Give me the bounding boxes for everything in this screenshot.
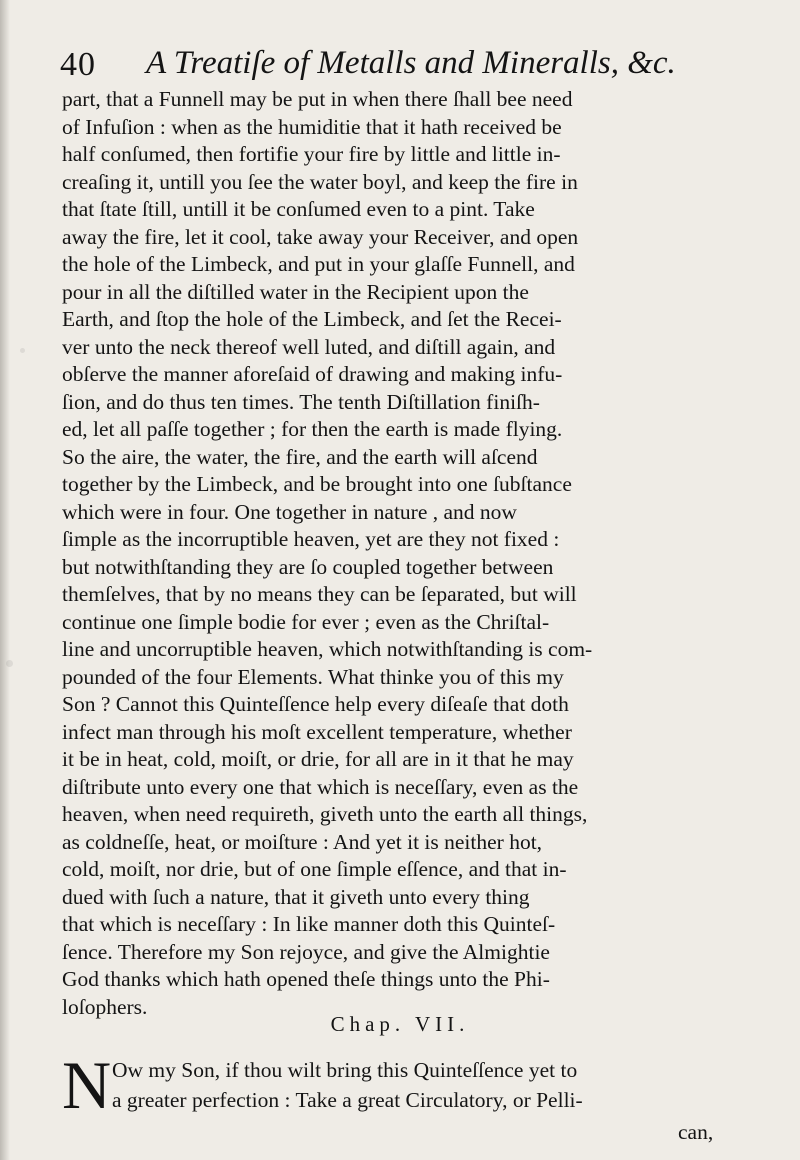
ink-speck [6,660,13,667]
text-line: Son ? Cannot this Quinteſſence help every diſeaſe that doth [62,692,569,716]
text-line: ſimple as the incorruptible heaven, yet are they not fixed : [62,527,560,551]
chapter-opening [62,1047,732,1123]
opening-line: Ow my Son, if thou wilt bring this Quinteſſence yet to [112,1058,578,1082]
text-line: away the fire, let it cool, take away your Receiver, and open [62,224,579,249]
text-line: line and uncorruptible heaven, which notwithſtanding is com- [62,637,593,661]
text-line: which were in four. One together in nature , and now [62,499,517,524]
text-line: Earth, and ſtop the hole of the Limbeck, and ſet the Recei- [62,307,562,331]
text-line: it be in heat, cold, moiſt, or drie, for all are in it that he may [62,747,574,771]
text-line: part, that a Funnell may be put in when there ſhall bee need [62,87,573,111]
text-line: pour in all the diſtilled water in the Recipient upon the [62,279,529,304]
text-line: of Infuſion : when as the humiditie that it hath received be [62,114,562,139]
text-line: ed, let all paſſe together ; for then the earth is made flying. [62,417,563,441]
text-line: infect man through his moſt excellent temperature, whether [62,719,572,744]
text-line: continue one ſimple bodie for ever ; even as the Chriſtal- [62,609,550,634]
text-line: dued with ſuch a nature, that it giveth unto every thing [62,884,530,909]
catchword: can, [678,1120,714,1144]
text-line: the hole of the Limbeck, and put in your glaſſe Funnell, and [62,252,575,276]
text-line: obſerve the manner aforeſaid of drawing and making infu- [62,362,563,386]
text-line: loſophers. [62,994,148,1019]
text-line: that ſtate ſtill, untill it be conſumed even to a pint. Take [62,197,535,221]
opening-line: a greater perfection : Take a great Circulatory, or Pelli- [112,1088,583,1112]
page-header [60,42,760,90]
text-line: pounded of the four Elements. What thinke you of this my [62,664,564,689]
page-number: 40 [60,46,96,83]
text-line: ver unto the neck thereof well luted, and diſtill again, and [62,334,556,359]
body-text [62,86,722,1021]
page-edge-shadow [0,0,10,1160]
text-line: ſence. Therefore my Son rejoyce, and give the Almightie [62,939,550,964]
text-line: but notwithſtanding they are ſo coupled together between [62,554,554,579]
text-line: themſelves, that by no means they can be ſeparated, but will [62,582,577,606]
ink-speck [20,348,25,353]
text-line: cold, moiſt, nor drie, but of one ſimple eſſence, and that in- [62,857,567,881]
text-line: So the aire, the water, the fire, and the earth will aſcend [62,444,538,469]
text-line: heaven, when need requireth, giveth unto the earth all things, [62,802,588,826]
drop-cap: N [62,1047,112,1123]
text-line: half conſumed, then fortifie your fire by little and little in- [62,142,561,166]
running-title: A Treatiſe of Metalls and Mineralls, &c. [146,45,676,81]
text-line: as coldneſſe, heat, or moiſture : And yet it is neither hot, [62,829,543,854]
text-line: creaſing it, untill you ſee the water boyl, and keep the fire in [62,169,578,194]
text-line: ſion, and do thus ten times. The tenth Diſtillation finiſh- [62,389,540,414]
text-line: diſtribute unto every one that which is neceſſary, even as the [62,774,579,799]
text-line: that which is neceſſary : In like manner doth this Quinteſ- [62,912,556,936]
chapter-heading: Chap. VII. [330,1012,470,1036]
text-line: together by the Limbeck, and be brought into one ſubſtance [62,472,572,496]
text-line: God thanks which hath opened theſe things unto the Phi- [62,967,550,991]
